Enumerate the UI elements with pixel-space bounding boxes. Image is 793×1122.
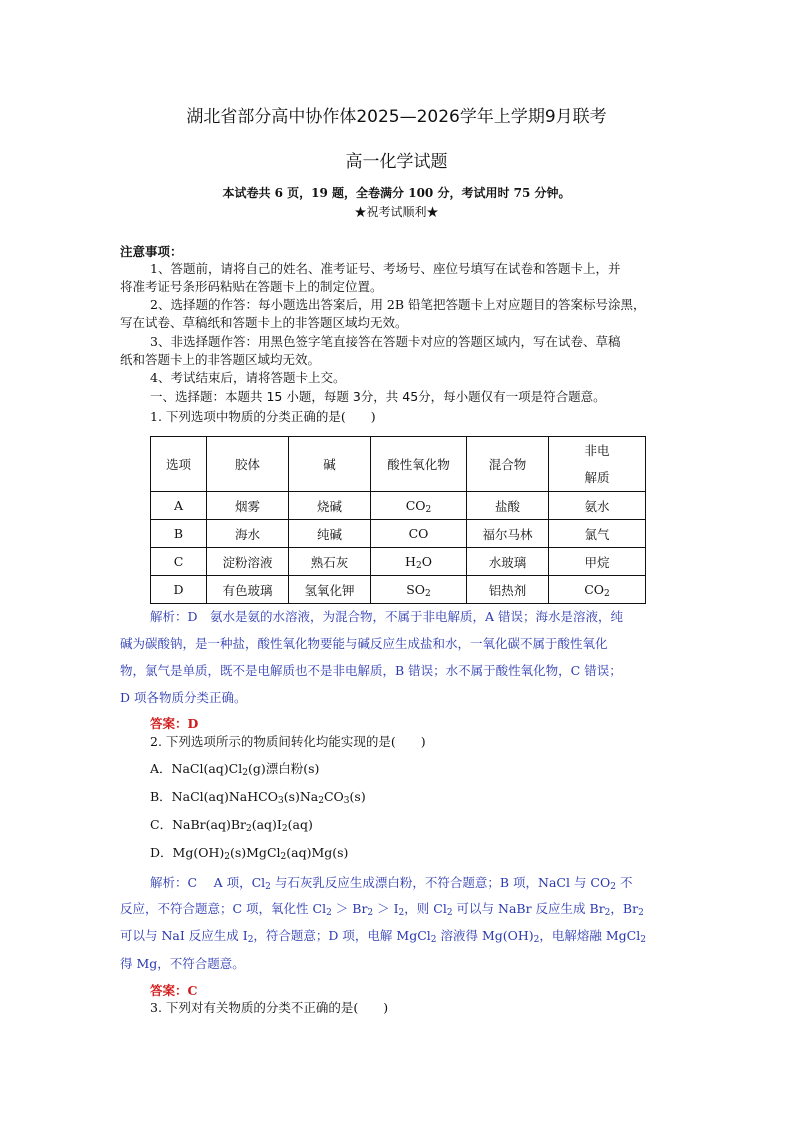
formula-sub: 2 bbox=[326, 908, 332, 918]
q2-analysis-line-1 bbox=[150, 873, 632, 891]
formula-text: (aq)I bbox=[251, 817, 282, 832]
table-row bbox=[151, 492, 646, 520]
formula-sub: 2 bbox=[604, 589, 610, 599]
notice-1b: 将准考证号条形码粘贴在答题卡上的制定位置。 bbox=[120, 279, 383, 294]
table-cell: 氢氧化钾 bbox=[289, 576, 371, 604]
table-cell: 熟石灰 bbox=[289, 548, 371, 576]
table-cell: 烧碱 bbox=[289, 492, 371, 520]
analysis-text: ，符合题意；D 项，电解 MgCl bbox=[253, 928, 431, 943]
q3-stem: 3. 下列对有关物质的分类不正确的是( ) bbox=[150, 1000, 389, 1015]
formula-text: H bbox=[405, 554, 416, 569]
q1-analysis-line-2: 碱为碳酸钠，是一种盐，酸性氧化物要能与碱反应生成盐和水，一氧化碳不属于酸性氧化 bbox=[120, 636, 608, 651]
table-header-cell: 酸性氧化物 bbox=[371, 437, 467, 492]
formula-sub: 2 bbox=[610, 882, 616, 892]
formula-sub: 2 bbox=[247, 935, 254, 945]
formula-text: (s)Na bbox=[283, 789, 319, 804]
table-header-cell: 混合物 bbox=[467, 437, 549, 492]
formula-text: CO bbox=[323, 789, 344, 804]
q2-option-d bbox=[150, 844, 348, 861]
exam-subtitle: 高一化学试题 bbox=[345, 152, 448, 172]
table-cell bbox=[371, 492, 467, 520]
formula-sub: 2 bbox=[425, 505, 432, 515]
formula-sub: 2 bbox=[430, 935, 437, 945]
table-cell: 甲烷 bbox=[549, 548, 646, 576]
formula-text: (g)漂白粉(s) bbox=[247, 761, 320, 776]
table-cell: 铝热剂 bbox=[467, 576, 549, 604]
formula-text: CO bbox=[408, 526, 429, 541]
formula-text: B．NaCl(aq)NaHCO bbox=[150, 789, 278, 804]
notice-2b: 写在试卷、草稿纸和答题卡上的非答题区域均无效。 bbox=[120, 315, 408, 330]
table-cell bbox=[371, 520, 467, 548]
notice-2a: 2、选择题的作答：每小题选出答案后，用 2B 铅笔把答题卡上对应题目的答案标号涂黑， bbox=[150, 297, 646, 312]
q2-stem: 2. 下列选项所示的物质间转化均能实现的是( ) bbox=[150, 734, 426, 749]
table-cell: 纯碱 bbox=[289, 520, 371, 548]
formula-text: SO bbox=[406, 582, 426, 597]
formula-text: (aq)Mg(s) bbox=[286, 845, 349, 860]
formula-sub: 2 bbox=[318, 796, 324, 806]
q2-analysis-line-3 bbox=[120, 926, 646, 944]
formula-sub: 2 bbox=[533, 935, 540, 945]
formula-sub: 2 bbox=[242, 768, 248, 778]
analysis-text: 氨水是氨的水溶液，为混合物，不属于非电解质，A 错误；海水是溶液，纯 bbox=[210, 609, 624, 624]
analysis-text: 与石灰乳反应生成漂白粉，不符合题意；B 项，NaCl 与 CO bbox=[270, 875, 611, 890]
table-cell: 水玻璃 bbox=[467, 548, 549, 576]
analysis-text: ＞ I bbox=[373, 901, 399, 916]
formula-sub: 3 bbox=[343, 796, 350, 806]
q2-option-c bbox=[150, 816, 313, 833]
table-row bbox=[151, 576, 646, 604]
formula-sub: 2 bbox=[415, 561, 422, 571]
exam-info: 本试卷共 6 页，19 题，全卷满分 100 分，考试用时 75 分钟。 bbox=[222, 186, 571, 200]
formula-text: C．NaBr(aq)Br bbox=[150, 817, 246, 832]
table-header-cell bbox=[549, 437, 646, 492]
table-header-row bbox=[151, 437, 646, 492]
formula-text: (aq) bbox=[287, 817, 313, 832]
notice-heading: 注意事项： bbox=[120, 244, 183, 259]
formula-sub: 2 bbox=[446, 908, 453, 918]
notice-3b: 纸和答题卡上的非答题区域均无效。 bbox=[120, 352, 321, 367]
analysis-text: ，电解熔融 MgCl bbox=[539, 928, 641, 943]
analysis-text: 溶液得 Mg(OH) bbox=[436, 928, 534, 943]
table-cell bbox=[371, 548, 467, 576]
formula-sub: 2 bbox=[640, 935, 646, 945]
table-cell: D bbox=[151, 576, 207, 604]
formula-sub: 2 bbox=[281, 824, 288, 834]
header-line-2: 解质 bbox=[584, 470, 610, 485]
formula-sub: 3 bbox=[277, 796, 284, 806]
formula-sub: 2 bbox=[224, 852, 230, 862]
table-cell: 盐酸 bbox=[467, 492, 549, 520]
q1-answer: 答案：D bbox=[150, 716, 199, 731]
table-cell: 氯气 bbox=[549, 520, 646, 548]
q2-analysis-line-4: 得 Mg，不符合题意。 bbox=[120, 956, 245, 971]
formula-text: (s) bbox=[349, 789, 366, 804]
formula-text: CO bbox=[584, 582, 605, 597]
analysis-text: ＞ Br bbox=[331, 901, 368, 916]
exam-title: 湖北省部分高中协作体2025—2026学年上学期9月联考 bbox=[186, 107, 607, 127]
formula-sub: 2 bbox=[245, 824, 252, 834]
q2-analysis-line-2 bbox=[120, 899, 644, 917]
exam-wish: ★祝考试顺利★ bbox=[354, 205, 439, 219]
table-row bbox=[151, 520, 646, 548]
header-line-1: 非电 bbox=[584, 443, 610, 458]
analysis-text: A 项，Cl bbox=[213, 875, 266, 890]
table-cell: B bbox=[151, 520, 207, 548]
analysis-label: 解析：C bbox=[150, 875, 198, 890]
table-header-cell: 选项 bbox=[151, 437, 207, 492]
analysis-text: 反应，不符合题意；C 项，氧化性 Cl bbox=[120, 901, 327, 916]
formula-text: CO bbox=[405, 498, 426, 513]
analysis-text: 可以与 NaI 反应生成 I bbox=[120, 928, 248, 943]
table-cell: 烟雾 bbox=[207, 492, 289, 520]
formula-sub: 2 bbox=[398, 908, 405, 918]
formula-text: D．Mg(OH) bbox=[150, 845, 225, 860]
table-header-cell: 碱 bbox=[289, 437, 371, 492]
analysis-text: 可以与 NaBr 反应生成 Br bbox=[452, 901, 605, 916]
analysis-text: ，Br bbox=[610, 901, 639, 916]
q2-option-a bbox=[150, 760, 319, 777]
notice-3a: 3、非选择题作答：用黑色签字笔直接答在答题卡对应的答题区域内，写在试卷、草稿 bbox=[150, 334, 621, 349]
section-1-heading: 一、选择题：本题共 15 小题，每题 3分，共 45分，每小题仅有一项是符合题意。 bbox=[150, 389, 606, 404]
formula-sub: 2 bbox=[638, 908, 644, 918]
formula-sub: 2 bbox=[604, 908, 611, 918]
table-cell: 淀粉溶液 bbox=[207, 548, 289, 576]
analysis-label: 解析：D bbox=[150, 609, 198, 624]
table-row bbox=[151, 548, 646, 576]
notice-4: 4、考试结束后，请将答题卡上交。 bbox=[150, 370, 346, 385]
q1-analysis-line-4: D 项各物质分类正确。 bbox=[120, 690, 247, 705]
table-header-cell: 胶体 bbox=[207, 437, 289, 492]
q1-analysis-line-3: 物，氯气是单质，既不是电解质也不是非电解质，B 错误；水不属于酸性氧化物，C 错误； bbox=[120, 663, 622, 678]
table-cell: A bbox=[151, 492, 207, 520]
formula-sub: 2 bbox=[425, 589, 431, 599]
notice-1a: 1、答题前，请将自己的姓名、准考证号、考场号、座位号填写在试卷和答题卡上，并 bbox=[150, 261, 621, 276]
q1-analysis-line-1 bbox=[150, 607, 623, 625]
table-cell: C bbox=[151, 548, 207, 576]
formula-text: O bbox=[421, 554, 432, 569]
analysis-text: ，则 Cl bbox=[404, 901, 447, 916]
table-cell: 福尔马林 bbox=[467, 520, 549, 548]
table-cell: 海水 bbox=[207, 520, 289, 548]
q2-answer: 答案：C bbox=[150, 983, 198, 998]
table-cell bbox=[371, 576, 467, 604]
table-cell bbox=[549, 576, 646, 604]
classification-table bbox=[150, 436, 646, 604]
table-cell: 氨水 bbox=[549, 492, 646, 520]
formula-sub: 2 bbox=[280, 852, 287, 862]
formula-sub: 2 bbox=[367, 908, 374, 918]
table-cell: 有色玻璃 bbox=[207, 576, 289, 604]
formula-text: (s)MgCl bbox=[229, 845, 281, 860]
formula-text: A．NaCl(aq)Cl bbox=[150, 761, 243, 776]
q2-option-b bbox=[150, 788, 366, 805]
q1-stem: 1. 下列选项中物质的分类正确的是( ) bbox=[150, 409, 376, 424]
analysis-text: 不 bbox=[615, 875, 633, 890]
formula-sub: 2 bbox=[265, 882, 271, 892]
